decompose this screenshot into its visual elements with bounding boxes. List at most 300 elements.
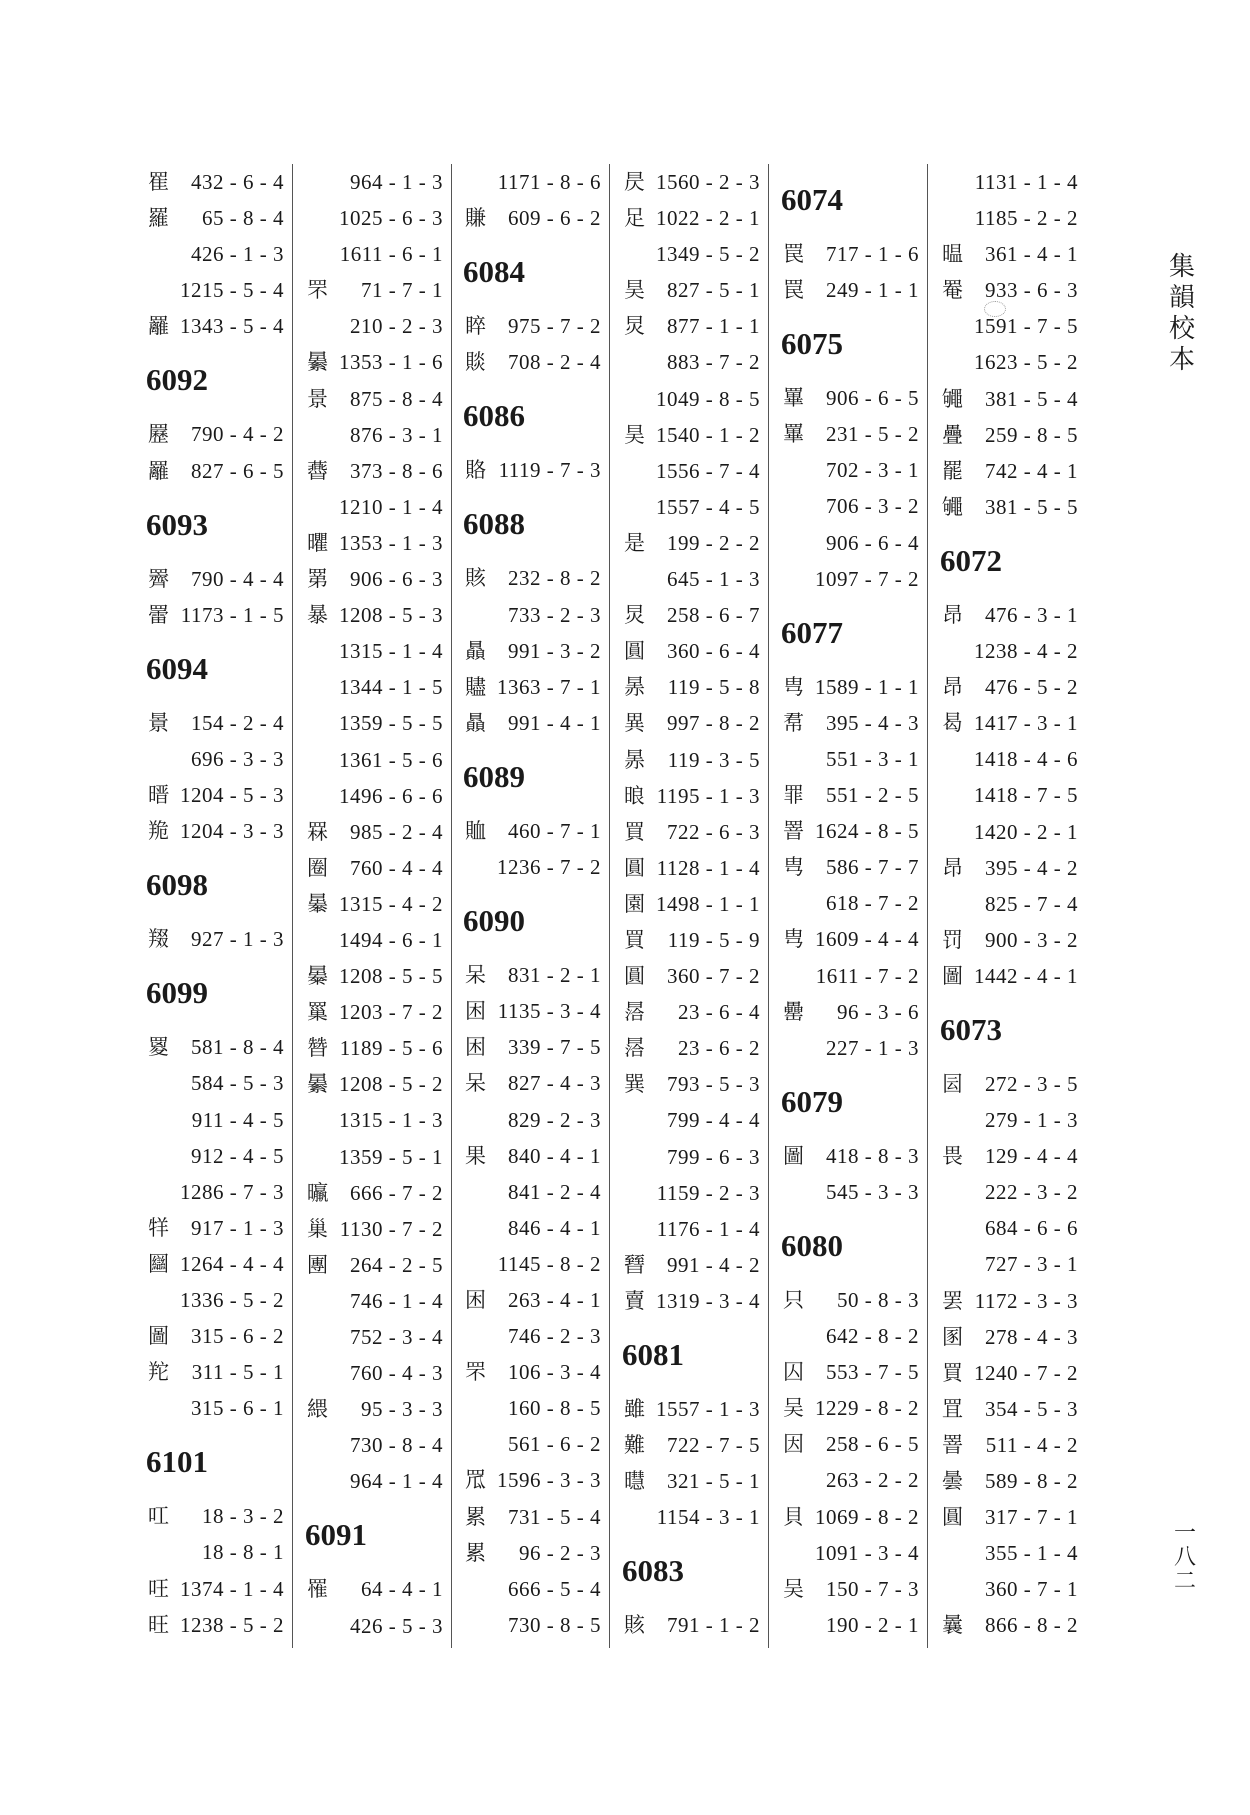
entry-reference: 1344 - 1 - 5 <box>339 675 443 700</box>
section-heading <box>146 633 292 705</box>
section-number: 6094 <box>146 650 208 686</box>
entry-reference: 1591 - 7 - 5 <box>974 314 1078 339</box>
entry-character: 㬯 <box>307 1180 328 1205</box>
index-entry <box>622 958 768 994</box>
entry-character: 園 <box>624 891 645 916</box>
entry-reference: 119 - 3 - 5 <box>667 747 760 772</box>
entry-reference: 790 - 4 - 2 <box>191 422 284 447</box>
index-entry <box>622 1391 768 1427</box>
entry-character: 巢 <box>307 1216 328 1241</box>
entry-reference: 395 - 4 - 2 <box>985 855 1078 880</box>
entry-character: 䍣 <box>148 602 169 627</box>
entry-character: 㬧 <box>307 1072 328 1097</box>
entry-character: 困 <box>465 1287 486 1312</box>
entry-reference: 1418 - 4 - 6 <box>974 747 1078 772</box>
index-entry <box>940 344 1086 380</box>
index-entry <box>305 705 451 741</box>
index-entry <box>940 958 1086 994</box>
entry-reference: 900 - 3 - 2 <box>985 927 1078 952</box>
entry-reference: 912 - 4 - 5 <box>191 1143 284 1168</box>
entry-character: 叿 <box>148 1504 169 1529</box>
entry-character: 罼 <box>783 386 804 411</box>
entry-character: 㬩 <box>624 1469 645 1494</box>
entry-reference: 259 - 8 - 5 <box>985 422 1078 447</box>
entry-character: 圓 <box>942 1505 963 1530</box>
entry-reference: 315 - 6 - 1 <box>191 1396 284 1421</box>
entry-reference: 684 - 6 - 6 <box>985 1216 1078 1241</box>
entry-character: 昂 <box>942 602 963 627</box>
entry-reference: 231 - 5 - 2 <box>826 422 919 447</box>
index-entry <box>940 489 1086 525</box>
entry-reference: 584 - 5 - 3 <box>191 1071 284 1096</box>
entry-reference: 991 - 4 - 2 <box>667 1252 760 1277</box>
index-entry <box>305 669 451 705</box>
section-heading <box>622 1535 768 1607</box>
entry-reference: 1208 - 5 - 5 <box>339 964 443 989</box>
entry-character: 睟 <box>465 314 486 339</box>
entry-reference: 317 - 7 - 1 <box>985 1505 1078 1530</box>
entry-reference: 1154 - 3 - 1 <box>656 1505 760 1530</box>
index-entry <box>305 597 451 633</box>
section-number: 6098 <box>146 867 208 903</box>
entry-reference: 730 - 8 - 4 <box>350 1433 443 1458</box>
entry-character: 贔 <box>465 638 486 663</box>
entry-character: 吴 <box>783 1396 804 1421</box>
index-entry <box>463 1138 609 1174</box>
index-entry <box>622 705 768 741</box>
entry-reference: 1286 - 7 - 3 <box>180 1179 284 1204</box>
entry-reference: 1557 - 4 - 5 <box>656 494 760 519</box>
entry-character: 圖 <box>942 963 963 988</box>
section-heading <box>146 957 292 1029</box>
section-heading <box>463 741 609 813</box>
entry-reference: 875 - 8 - 4 <box>350 386 443 411</box>
entry-reference: 311 - 5 - 1 <box>191 1360 284 1385</box>
section-number: 6084 <box>463 254 525 290</box>
entry-character: 䍥 <box>148 422 169 447</box>
entry-character: 困 <box>465 999 486 1024</box>
entry-reference: 1417 - 3 - 1 <box>974 711 1078 736</box>
entry-reference: 1215 - 5 - 4 <box>180 278 284 303</box>
index-entry <box>622 1211 768 1247</box>
entry-reference: 911 - 4 - 5 <box>191 1107 284 1132</box>
index-entry <box>146 1318 292 1354</box>
entry-character: 圖 <box>148 1324 169 1349</box>
index-entry <box>305 308 451 344</box>
entry-character: 罠 <box>783 278 804 303</box>
entry-reference: 727 - 3 - 1 <box>985 1252 1078 1277</box>
entry-reference: 645 - 1 - 3 <box>667 567 760 592</box>
entry-reference: 1623 - 5 - 2 <box>974 350 1078 375</box>
entry-reference: 264 - 2 - 5 <box>350 1252 443 1277</box>
index-entry <box>146 1138 292 1174</box>
entry-character: 罢 <box>942 1288 963 1313</box>
entry-reference: 258 - 6 - 7 <box>667 603 760 628</box>
index-entry <box>622 200 768 236</box>
entry-reference: 1264 - 4 - 4 <box>180 1251 284 1276</box>
index-entry <box>146 1571 292 1607</box>
entry-reference: 731 - 5 - 4 <box>508 1504 601 1529</box>
entry-reference: 258 - 6 - 5 <box>826 1432 919 1457</box>
entry-reference: 846 - 4 - 1 <box>508 1215 601 1240</box>
section-heading <box>146 489 292 561</box>
entry-reference: 1131 - 1 - 4 <box>974 170 1078 194</box>
entry-reference: 1336 - 5 - 2 <box>180 1287 284 1312</box>
entry-reference: 927 - 1 - 3 <box>191 927 284 952</box>
index-entry <box>146 921 292 957</box>
entry-reference: 1208 - 5 - 3 <box>339 603 443 628</box>
entry-character: 畏 <box>942 1144 963 1169</box>
index-entry <box>622 489 768 525</box>
entry-reference: 702 - 3 - 1 <box>826 458 919 483</box>
entry-reference: 551 - 3 - 1 <box>826 746 919 771</box>
index-entry <box>622 886 768 922</box>
section-heading <box>781 597 927 669</box>
index-entry <box>305 1283 451 1319</box>
entry-reference: 551 - 2 - 5 <box>826 783 919 808</box>
entry-character: 賅 <box>465 566 486 591</box>
index-entry <box>463 1607 609 1643</box>
entry-character: 只 <box>783 1287 804 1312</box>
entry-reference: 339 - 7 - 5 <box>508 1035 601 1060</box>
entry-reference: 760 - 4 - 4 <box>350 855 443 880</box>
index-entry <box>463 705 609 741</box>
index-entry <box>622 597 768 633</box>
index-entry <box>463 1426 609 1462</box>
entry-character: 罧 <box>307 819 328 844</box>
entry-reference: 609 - 6 - 2 <box>508 206 601 231</box>
entry-reference: 1494 - 6 - 1 <box>339 927 443 952</box>
index-entry <box>940 1391 1086 1427</box>
entry-reference: 263 - 4 - 1 <box>508 1287 601 1312</box>
index-entry <box>622 344 768 380</box>
entry-reference: 381 - 5 - 5 <box>985 494 1078 519</box>
entry-reference: 1624 - 8 - 5 <box>815 819 919 844</box>
index-entry <box>781 921 927 957</box>
entry-reference: 278 - 4 - 3 <box>985 1324 1078 1349</box>
index-entry <box>305 1211 451 1247</box>
entry-reference: 1315 - 4 - 2 <box>339 891 443 916</box>
index-entry <box>781 380 927 416</box>
index-entry <box>940 417 1086 453</box>
index-entry <box>305 453 451 489</box>
entry-character: 暴 <box>307 603 328 628</box>
index-entry <box>463 1535 609 1571</box>
entry-reference: 545 - 3 - 3 <box>826 1179 919 1204</box>
index-entry <box>940 669 1086 705</box>
index-entry <box>463 669 609 705</box>
index-entry <box>781 236 927 272</box>
entry-reference: 432 - 6 - 4 <box>191 170 284 194</box>
entry-character: 囚 <box>783 1360 804 1385</box>
entry-character: 㬐 <box>148 783 169 808</box>
entry-reference: 642 - 8 - 2 <box>826 1324 919 1349</box>
section-number: 6091 <box>305 1517 367 1553</box>
index-entry <box>463 1499 609 1535</box>
index-column-3 <box>463 164 610 1648</box>
index-entry <box>940 1499 1086 1535</box>
entry-reference: 1176 - 1 - 4 <box>656 1216 760 1241</box>
entry-reference: 1349 - 5 - 2 <box>656 242 760 267</box>
entry-reference: 829 - 2 - 3 <box>508 1107 601 1132</box>
entry-reference: 1315 - 1 - 3 <box>339 1108 443 1133</box>
entry-reference: 1210 - 1 - 4 <box>339 494 443 519</box>
entry-reference: 315 - 6 - 2 <box>191 1324 284 1349</box>
entry-reference: 1609 - 4 - 4 <box>815 927 919 952</box>
entry-character: 䍦 <box>148 458 169 483</box>
entry-reference: 426 - 5 - 3 <box>350 1613 443 1638</box>
index-entry <box>622 778 768 814</box>
entry-character: 吴 <box>783 1576 804 1601</box>
index-entry <box>305 489 451 525</box>
entry-character: 累 <box>465 1540 486 1565</box>
index-entry <box>781 1499 927 1535</box>
index-entry <box>463 1462 609 1498</box>
entry-reference: 696 - 3 - 3 <box>191 746 284 771</box>
entry-reference: 906 - 6 - 4 <box>826 530 919 555</box>
entry-reference: 154 - 2 - 4 <box>191 710 284 735</box>
index-column-6 <box>940 164 1086 1643</box>
entry-reference: 1238 - 4 - 2 <box>974 639 1078 664</box>
index-entry <box>781 1607 927 1643</box>
index-entry <box>463 813 609 849</box>
index-entry <box>305 1427 451 1463</box>
index-entry <box>305 994 451 1030</box>
index-entry <box>781 1462 927 1498</box>
entry-reference: 106 - 3 - 4 <box>508 1360 601 1385</box>
section-number: 6072 <box>940 542 1002 578</box>
section-heading <box>146 849 292 921</box>
entry-reference: 460 - 7 - 1 <box>508 818 601 843</box>
index-entry <box>622 669 768 705</box>
entry-character: 㬜 <box>624 1252 645 1277</box>
index-entry <box>146 1246 292 1282</box>
index-entry <box>940 1355 1086 1391</box>
entry-reference: 129 - 4 - 4 <box>985 1144 1078 1169</box>
entry-reference: 1560 - 2 - 3 <box>656 170 760 194</box>
index-entry <box>940 1246 1086 1282</box>
entry-reference: 18 - 8 - 1 <box>202 1540 284 1565</box>
entry-reference: 706 - 3 - 2 <box>826 494 919 519</box>
index-entry <box>146 741 292 777</box>
entry-reference: 791 - 1 - 2 <box>667 1613 760 1638</box>
index-entry <box>622 1102 768 1138</box>
index-entry <box>940 777 1086 813</box>
index-entry <box>940 741 1086 777</box>
index-entry <box>305 1571 451 1607</box>
entry-reference: 1611 - 7 - 2 <box>815 963 919 988</box>
section-heading <box>463 885 609 957</box>
section-number: 6075 <box>781 326 843 362</box>
index-entry <box>622 561 768 597</box>
entry-reference: 933 - 6 - 3 <box>985 278 1078 303</box>
index-entry <box>305 922 451 958</box>
entry-character: 㫱 <box>624 747 645 772</box>
index-column-1 <box>146 164 293 1648</box>
entry-reference: 1238 - 5 - 2 <box>180 1612 284 1637</box>
entry-reference: 793 - 5 - 3 <box>667 1072 760 1097</box>
entry-reference: 1496 - 6 - 6 <box>339 783 443 808</box>
index-entry <box>781 452 927 488</box>
entry-reference: 790 - 4 - 4 <box>191 566 284 591</box>
entry-character: 呆 <box>465 1071 486 1096</box>
entry-reference: 395 - 4 - 3 <box>826 710 919 735</box>
index-entry <box>622 994 768 1030</box>
index-entry <box>146 453 292 489</box>
index-entry <box>622 1427 768 1463</box>
entry-character: 罨 <box>942 278 963 303</box>
entry-reference: 361 - 4 - 1 <box>985 242 1078 267</box>
index-entry <box>305 778 451 814</box>
index-entry <box>781 1318 927 1354</box>
index-entry <box>146 1210 292 1246</box>
section-heading <box>146 1426 292 1498</box>
section-number: 6093 <box>146 506 208 542</box>
index-entry <box>940 164 1086 200</box>
index-entry <box>146 1102 292 1138</box>
entry-reference: 426 - 1 - 3 <box>191 242 284 267</box>
index-entry <box>940 922 1086 958</box>
entry-reference: 1159 - 2 - 3 <box>656 1180 760 1205</box>
index-entry <box>940 1174 1086 1210</box>
index-entry <box>305 1391 451 1427</box>
entry-character: 罤 <box>307 567 328 592</box>
entry-reference: 1359 - 5 - 1 <box>339 1144 443 1169</box>
entry-reference: 876 - 3 - 1 <box>350 422 443 447</box>
section-number: 6081 <box>622 1337 684 1372</box>
section-heading <box>146 344 292 416</box>
index-entry <box>940 453 1086 489</box>
entry-reference: 50 - 8 - 3 <box>837 1287 919 1312</box>
index-entry <box>781 272 927 308</box>
entry-reference: 586 - 7 - 7 <box>826 855 919 880</box>
entry-character: 㬁 <box>624 1036 645 1061</box>
entry-character: 罚 <box>942 927 963 952</box>
index-entry <box>940 633 1086 669</box>
entry-reference: 1498 - 1 - 1 <box>656 891 760 916</box>
entry-character: 賂 <box>465 458 486 483</box>
index-entry <box>305 850 451 886</box>
entry-reference: 373 - 8 - 6 <box>350 458 443 483</box>
entry-reference: 1022 - 2 - 1 <box>656 206 760 231</box>
entry-character: 買 <box>624 927 645 952</box>
entry-character: 昂 <box>942 675 963 700</box>
entry-reference: 883 - 7 - 2 <box>667 350 760 375</box>
entry-character: 㬧 <box>307 350 328 375</box>
index-entry <box>463 1354 609 1390</box>
index-entry <box>146 597 292 633</box>
section-number: 6086 <box>463 398 525 434</box>
index-entry <box>622 1139 768 1175</box>
entry-character: 㬬 <box>307 530 328 555</box>
entry-reference: 1353 - 1 - 3 <box>339 530 443 555</box>
index-entry <box>463 849 609 885</box>
entry-character: 圖 <box>783 1143 804 1168</box>
section-heading <box>781 164 927 236</box>
index-entry <box>940 1463 1086 1499</box>
entry-reference: 232 - 8 - 2 <box>508 566 601 591</box>
index-entry <box>146 777 292 813</box>
entry-character: 罯 <box>783 819 804 844</box>
entry-character: 呆 <box>465 963 486 988</box>
entry-reference: 1195 - 1 - 3 <box>656 783 760 808</box>
index-entry <box>781 741 927 777</box>
index-entry <box>305 1319 451 1355</box>
index-entry <box>622 308 768 344</box>
index-entry <box>463 957 609 993</box>
section-number: 6101 <box>146 1444 208 1480</box>
index-entry <box>940 1319 1086 1355</box>
index-entry <box>940 381 1086 417</box>
index-entry <box>305 1463 451 1499</box>
entry-character: 㕵 <box>148 1576 169 1601</box>
entry-character: 䍤 <box>148 566 169 591</box>
entry-character: 賧 <box>465 350 486 375</box>
entry-character: 困 <box>465 1035 486 1060</box>
index-entry <box>463 1390 609 1426</box>
entry-reference: 1145 - 8 - 2 <box>497 1251 601 1276</box>
index-entry <box>940 236 1086 272</box>
entry-reference: 1589 - 1 - 1 <box>815 674 919 699</box>
index-entry <box>781 958 927 994</box>
entry-character: 曷 <box>942 711 963 736</box>
index-entry <box>463 1210 609 1246</box>
entry-reference: 618 - 7 - 2 <box>826 891 919 916</box>
index-entry <box>940 1102 1086 1138</box>
entry-reference: 730 - 8 - 5 <box>508 1612 601 1637</box>
index-entry <box>781 1390 927 1426</box>
index-entry <box>940 1283 1086 1319</box>
entry-character: 因 <box>783 1432 804 1457</box>
entry-reference: 1240 - 7 - 2 <box>974 1360 1078 1385</box>
section-number: 6079 <box>781 1083 843 1119</box>
entry-character: 難 <box>624 1433 645 1458</box>
index-entry <box>463 164 609 200</box>
entry-reference: 95 - 3 - 3 <box>361 1397 443 1422</box>
entry-character: 䍯 <box>148 819 169 844</box>
index-entry <box>305 1139 451 1175</box>
index-entry <box>781 885 927 921</box>
entry-reference: 360 - 7 - 2 <box>667 964 760 989</box>
entry-character: 㬱 <box>307 1036 328 1061</box>
index-entry <box>463 597 609 633</box>
page-number: 一八二 <box>1173 1521 1196 1594</box>
index-entry <box>146 1282 292 1318</box>
index-entry <box>940 1210 1086 1246</box>
index-entry <box>146 813 292 849</box>
entry-reference: 119 - 5 - 8 <box>667 675 760 700</box>
entry-reference: 418 - 8 - 3 <box>826 1143 919 1168</box>
entry-character: 罼 <box>783 422 804 447</box>
entry-character: 㬌 <box>148 710 169 735</box>
entry-reference: 1119 - 7 - 3 <box>498 458 601 483</box>
entry-reference: 1229 - 8 - 2 <box>815 1396 919 1421</box>
entry-reference: 23 - 6 - 4 <box>678 1000 760 1025</box>
section-number: 6077 <box>781 614 843 650</box>
index-entry <box>622 164 768 200</box>
index-entry <box>305 1175 451 1211</box>
index-entry <box>940 1066 1086 1102</box>
running-title: 集韻校本 <box>1168 252 1195 375</box>
entry-reference: 975 - 7 - 2 <box>508 314 601 339</box>
entry-reference: 964 - 1 - 4 <box>350 1469 443 1494</box>
entry-character: 果 <box>465 1143 486 1168</box>
entry-character: 買 <box>942 1360 963 1385</box>
section-heading <box>463 488 609 560</box>
entry-reference: 553 - 7 - 5 <box>826 1360 919 1385</box>
index-entry <box>622 381 768 417</box>
entry-character: 罘 <box>465 1360 486 1385</box>
